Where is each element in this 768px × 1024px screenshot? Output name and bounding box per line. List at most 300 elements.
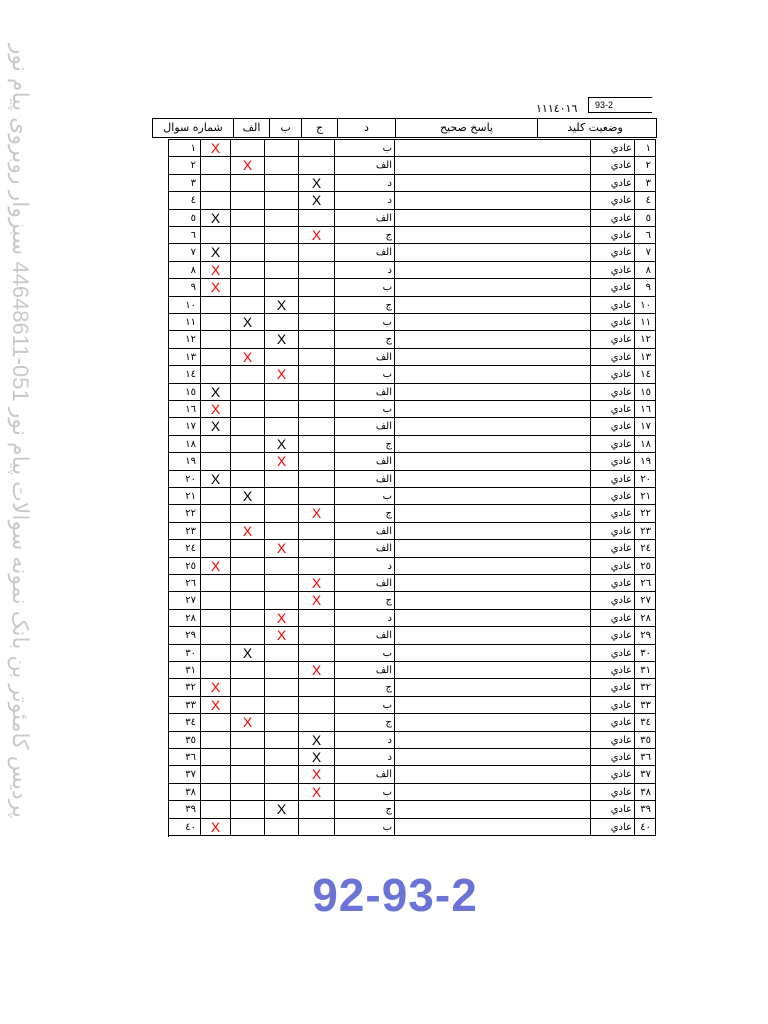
option-jim-cell bbox=[264, 349, 298, 366]
option-jim-cell bbox=[264, 227, 298, 244]
option-alef-cell bbox=[200, 175, 230, 192]
correct-answer: ب bbox=[334, 279, 394, 296]
option-jim-cell bbox=[264, 192, 298, 209]
blank-cell bbox=[394, 314, 590, 331]
key-status: عادي bbox=[590, 401, 634, 418]
option-be-cell bbox=[230, 244, 264, 261]
option-jim-cell bbox=[264, 592, 298, 609]
table-row bbox=[168, 505, 656, 522]
option-alef-cell bbox=[200, 662, 230, 679]
question-number: ۳۳ bbox=[168, 697, 200, 714]
question-number: ۲۷ bbox=[168, 592, 200, 609]
key-status: عادي bbox=[590, 297, 634, 314]
correct-answer: ج bbox=[334, 801, 394, 818]
key-status: عادي bbox=[590, 279, 634, 296]
option-be-cell bbox=[230, 192, 264, 209]
header-jim: ج bbox=[301, 119, 337, 137]
option-alef-cell bbox=[200, 714, 230, 731]
table-row bbox=[168, 610, 656, 627]
option-alef-cell bbox=[200, 627, 230, 644]
blank-cell bbox=[394, 175, 590, 192]
question-number: ۱۷ bbox=[168, 418, 200, 435]
option-alef-cell bbox=[200, 610, 230, 627]
correct-answer: ب bbox=[334, 314, 394, 331]
key-number: ٤۰ bbox=[634, 819, 656, 836]
answer-mark: X bbox=[242, 714, 253, 731]
option-jim-cell bbox=[264, 418, 298, 435]
option-dal-cell bbox=[298, 471, 334, 488]
blank-cell bbox=[394, 540, 590, 557]
option-jim-cell bbox=[264, 714, 298, 731]
question-number: ٤ bbox=[168, 192, 200, 209]
question-number: ٦ bbox=[168, 227, 200, 244]
serial-number: ۱۱۱٤۰۱٦ bbox=[536, 102, 578, 115]
option-alef-cell bbox=[200, 488, 230, 505]
correct-answer: د bbox=[334, 192, 394, 209]
correct-answer: الف bbox=[334, 349, 394, 366]
table-row bbox=[168, 140, 656, 157]
table-row bbox=[168, 418, 656, 435]
option-alef-cell bbox=[200, 505, 230, 522]
blank-cell bbox=[394, 714, 590, 731]
table-row bbox=[168, 453, 656, 470]
option-dal-cell bbox=[298, 227, 334, 244]
option-be-cell bbox=[230, 262, 264, 279]
answer-mark: X bbox=[311, 505, 322, 522]
table-row bbox=[168, 297, 656, 314]
table-row bbox=[168, 801, 656, 818]
blank-cell bbox=[394, 401, 590, 418]
option-dal-cell bbox=[298, 244, 334, 261]
option-alef-cell bbox=[200, 801, 230, 818]
key-number: ۱٥ bbox=[634, 384, 656, 401]
answer-mark: X bbox=[210, 140, 221, 156]
correct-answer: ج bbox=[334, 297, 394, 314]
table-row bbox=[168, 784, 656, 801]
table-row bbox=[168, 662, 656, 679]
table-row bbox=[168, 592, 656, 609]
key-status: عادي bbox=[590, 766, 634, 783]
question-number: ۱۳ bbox=[168, 349, 200, 366]
option-jim-cell bbox=[264, 175, 298, 192]
option-jim-cell bbox=[264, 662, 298, 679]
option-alef-cell bbox=[200, 645, 230, 662]
blank-cell bbox=[394, 505, 590, 522]
question-number: ۲٥ bbox=[168, 558, 200, 575]
question-number: ۱ bbox=[168, 140, 200, 157]
answer-mark: X bbox=[311, 192, 322, 209]
correct-answer: د bbox=[334, 558, 394, 575]
option-alef-cell bbox=[200, 331, 230, 348]
question-number: ۱۱ bbox=[168, 314, 200, 331]
option-alef-cell bbox=[200, 366, 230, 383]
question-number: ۷ bbox=[168, 244, 200, 261]
option-be-cell bbox=[230, 540, 264, 557]
option-be-cell bbox=[230, 558, 264, 575]
option-be-cell bbox=[230, 697, 264, 714]
key-number: ۳٥ bbox=[634, 732, 656, 749]
table-row bbox=[168, 540, 656, 557]
option-dal-cell bbox=[298, 714, 334, 731]
option-jim-cell bbox=[264, 784, 298, 801]
correct-answer: ب bbox=[334, 488, 394, 505]
blank-cell bbox=[394, 140, 590, 157]
key-status: عادي bbox=[590, 331, 634, 348]
option-alef-cell bbox=[200, 279, 230, 296]
blank-cell bbox=[394, 471, 590, 488]
key-number: ۱۸ bbox=[634, 436, 656, 453]
question-number: ۸ bbox=[168, 262, 200, 279]
option-jim-cell bbox=[264, 401, 298, 418]
blank-cell bbox=[394, 279, 590, 296]
blank-cell bbox=[394, 244, 590, 261]
key-status: عادي bbox=[590, 697, 634, 714]
option-be-cell bbox=[230, 714, 264, 731]
answer-mark: X bbox=[276, 609, 287, 626]
key-status: عادي bbox=[590, 157, 634, 174]
correct-answer: ج bbox=[334, 592, 394, 609]
question-number: ۱٥ bbox=[168, 384, 200, 401]
correct-answer: ب bbox=[334, 366, 394, 383]
answer-mark: X bbox=[276, 296, 287, 313]
answer-mark: X bbox=[276, 540, 287, 557]
question-number: ۳۰ bbox=[168, 645, 200, 662]
key-status: عادي bbox=[590, 540, 634, 557]
key-status: عادي bbox=[590, 453, 634, 470]
option-dal-cell bbox=[298, 140, 334, 157]
option-dal-cell bbox=[298, 523, 334, 540]
option-dal-cell bbox=[298, 366, 334, 383]
question-number: ۳۸ bbox=[168, 784, 200, 801]
option-dal-cell bbox=[298, 662, 334, 679]
answer-mark: X bbox=[210, 418, 221, 435]
answer-mark: X bbox=[242, 348, 253, 365]
correct-answer: الف bbox=[334, 418, 394, 435]
answer-mark: X bbox=[276, 453, 287, 470]
table-row bbox=[168, 244, 656, 261]
blank-cell bbox=[394, 488, 590, 505]
option-jim-cell bbox=[264, 244, 298, 261]
option-jim-cell bbox=[264, 297, 298, 314]
question-number: ۱۸ bbox=[168, 436, 200, 453]
blank-cell bbox=[394, 679, 590, 696]
option-alef-cell bbox=[200, 697, 230, 714]
option-be-cell bbox=[230, 662, 264, 679]
option-dal-cell bbox=[298, 314, 334, 331]
option-be-cell bbox=[230, 157, 264, 174]
option-jim-cell bbox=[264, 749, 298, 766]
option-dal-cell bbox=[298, 384, 334, 401]
answer-mark: X bbox=[242, 522, 253, 539]
key-status: عادي bbox=[590, 244, 634, 261]
option-jim-cell bbox=[264, 436, 298, 453]
answer-mark: X bbox=[311, 592, 322, 609]
option-jim-cell bbox=[264, 366, 298, 383]
key-status: عادي bbox=[590, 210, 634, 227]
correct-answer: ب bbox=[334, 784, 394, 801]
key-status: عادي bbox=[590, 819, 634, 836]
correct-answer: الف bbox=[334, 384, 394, 401]
option-be-cell bbox=[230, 436, 264, 453]
option-be-cell bbox=[230, 575, 264, 592]
option-be-cell bbox=[230, 297, 264, 314]
blank-cell bbox=[394, 575, 590, 592]
option-jim-cell bbox=[264, 766, 298, 783]
answer-mark: X bbox=[311, 662, 322, 678]
blank-cell bbox=[394, 366, 590, 383]
answer-mark: X bbox=[210, 470, 221, 487]
option-jim-cell bbox=[264, 488, 298, 505]
answer-mark: X bbox=[210, 557, 221, 574]
option-be-cell bbox=[230, 279, 264, 296]
question-number: ۳۹ bbox=[168, 801, 200, 818]
answer-mark: X bbox=[311, 575, 322, 591]
blank-cell bbox=[394, 349, 590, 366]
option-jim-cell bbox=[264, 523, 298, 540]
header-alef: الف bbox=[233, 119, 269, 137]
correct-answer: ب bbox=[334, 140, 394, 157]
answer-mark: X bbox=[311, 783, 322, 800]
blank-cell bbox=[394, 610, 590, 627]
option-alef-cell bbox=[200, 766, 230, 783]
table-row bbox=[168, 349, 656, 366]
option-dal-cell bbox=[298, 418, 334, 435]
blank-cell bbox=[394, 784, 590, 801]
option-dal-cell bbox=[298, 453, 334, 470]
option-jim-cell bbox=[264, 262, 298, 279]
correct-answer: الف bbox=[334, 540, 394, 557]
answer-mark: X bbox=[311, 227, 322, 243]
key-status: عادي bbox=[590, 801, 634, 818]
correct-answer: الف bbox=[334, 627, 394, 644]
table-row bbox=[168, 627, 656, 644]
question-number: ۳٥ bbox=[168, 732, 200, 749]
table-row bbox=[168, 314, 656, 331]
correct-answer: الف bbox=[334, 575, 394, 592]
option-dal-cell bbox=[298, 436, 334, 453]
blank-cell bbox=[394, 592, 590, 609]
option-be-cell bbox=[230, 471, 264, 488]
option-be-cell bbox=[230, 784, 264, 801]
table-row bbox=[168, 766, 656, 783]
exam-code-box: 93-2 bbox=[588, 97, 652, 113]
question-number: ۳۲ bbox=[168, 679, 200, 696]
option-alef-cell bbox=[200, 749, 230, 766]
key-number: ٤ bbox=[634, 192, 656, 209]
option-jim-cell bbox=[264, 645, 298, 662]
option-alef-cell bbox=[200, 262, 230, 279]
option-jim-cell bbox=[264, 453, 298, 470]
option-alef-cell bbox=[200, 558, 230, 575]
question-number: ۲۸ bbox=[168, 610, 200, 627]
table-row bbox=[168, 558, 656, 575]
answer-mark: X bbox=[210, 679, 221, 696]
table-header bbox=[152, 118, 657, 138]
option-jim-cell bbox=[264, 279, 298, 296]
option-alef-cell bbox=[200, 244, 230, 261]
option-jim-cell bbox=[264, 210, 298, 227]
option-be-cell bbox=[230, 523, 264, 540]
option-dal-cell bbox=[298, 801, 334, 818]
option-alef-cell bbox=[200, 401, 230, 418]
answer-mark: X bbox=[242, 314, 253, 330]
option-jim-cell bbox=[264, 679, 298, 696]
question-number: ۳٤ bbox=[168, 714, 200, 731]
answer-mark: X bbox=[210, 244, 221, 261]
option-dal-cell bbox=[298, 645, 334, 662]
key-status: عادي bbox=[590, 679, 634, 696]
option-alef-cell bbox=[200, 140, 230, 157]
option-alef-cell bbox=[200, 297, 230, 314]
option-jim-cell bbox=[264, 801, 298, 818]
key-number: ٥ bbox=[634, 210, 656, 227]
option-alef-cell bbox=[200, 314, 230, 331]
blank-cell bbox=[394, 453, 590, 470]
key-status: عادي bbox=[590, 418, 634, 435]
table-row bbox=[168, 157, 656, 174]
correct-answer: د bbox=[334, 262, 394, 279]
answer-mark: X bbox=[276, 366, 287, 383]
answer-mark: X bbox=[276, 435, 287, 452]
key-status: عادي bbox=[590, 662, 634, 679]
correct-answer: الف bbox=[334, 523, 394, 540]
key-number: ۳۳ bbox=[634, 697, 656, 714]
key-number: ۲۷ bbox=[634, 592, 656, 609]
option-be-cell bbox=[230, 314, 264, 331]
key-number: ۳۹ bbox=[634, 801, 656, 818]
answer-mark: X bbox=[210, 261, 221, 278]
question-number: ۹ bbox=[168, 279, 200, 296]
answer-table bbox=[168, 140, 656, 837]
key-status: عادي bbox=[590, 575, 634, 592]
question-number: ٤۰ bbox=[168, 819, 200, 836]
key-number: ۷ bbox=[634, 244, 656, 261]
correct-answer: د bbox=[334, 749, 394, 766]
key-status: عادي bbox=[590, 140, 634, 157]
question-number: ۳۷ bbox=[168, 766, 200, 783]
option-jim-cell bbox=[264, 819, 298, 836]
question-number: ۲۳ bbox=[168, 523, 200, 540]
blank-cell bbox=[394, 749, 590, 766]
option-dal-cell bbox=[298, 732, 334, 749]
blank-cell bbox=[394, 819, 590, 836]
option-dal-cell bbox=[298, 210, 334, 227]
option-be-cell bbox=[230, 175, 264, 192]
table-row bbox=[168, 227, 656, 244]
option-dal-cell bbox=[298, 331, 334, 348]
table-row bbox=[168, 645, 656, 662]
correct-answer: ب bbox=[334, 819, 394, 836]
answer-mark: X bbox=[210, 401, 221, 417]
question-number: ۲٦ bbox=[168, 575, 200, 592]
watermark-text: پردیس کامئوتر بن بانک نمونه سوالات پیام نور 051-44648611 سبزوار روبروی پیام نور bbox=[8, 43, 33, 818]
correct-answer: ج bbox=[334, 227, 394, 244]
option-be-cell bbox=[230, 505, 264, 522]
key-number: ۲۹ bbox=[634, 627, 656, 644]
key-status: عادي bbox=[590, 436, 634, 453]
key-status: عادي bbox=[590, 175, 634, 192]
option-alef-cell bbox=[200, 349, 230, 366]
table-row bbox=[168, 714, 656, 731]
table-row bbox=[168, 732, 656, 749]
table-row bbox=[168, 488, 656, 505]
option-be-cell bbox=[230, 384, 264, 401]
question-number: ۳۱ bbox=[168, 662, 200, 679]
table-row bbox=[168, 331, 656, 348]
key-status: عادي bbox=[590, 488, 634, 505]
option-alef-cell bbox=[200, 523, 230, 540]
option-jim-cell bbox=[264, 157, 298, 174]
option-dal-cell bbox=[298, 279, 334, 296]
table-row bbox=[168, 210, 656, 227]
blank-cell bbox=[394, 418, 590, 435]
correct-answer: ج bbox=[334, 714, 394, 731]
option-jim-cell bbox=[264, 314, 298, 331]
answer-mark: X bbox=[311, 174, 322, 191]
blank-cell bbox=[394, 157, 590, 174]
key-number: ۲٤ bbox=[634, 540, 656, 557]
blank-cell bbox=[394, 662, 590, 679]
key-number: ۹ bbox=[634, 279, 656, 296]
key-number: ۳٤ bbox=[634, 714, 656, 731]
option-dal-cell bbox=[298, 697, 334, 714]
table-row bbox=[168, 749, 656, 766]
blank-cell bbox=[394, 210, 590, 227]
option-jim-cell bbox=[264, 697, 298, 714]
option-jim-cell bbox=[264, 384, 298, 401]
option-be-cell bbox=[230, 679, 264, 696]
option-jim-cell bbox=[264, 558, 298, 575]
question-number: ۱٤ bbox=[168, 366, 200, 383]
key-status: عادي bbox=[590, 192, 634, 209]
correct-answer: الف bbox=[334, 471, 394, 488]
option-dal-cell bbox=[298, 349, 334, 366]
key-status: عادي bbox=[590, 592, 634, 609]
key-number: ۱۲ bbox=[634, 331, 656, 348]
correct-answer: ب bbox=[334, 401, 394, 418]
table-row bbox=[168, 192, 656, 209]
correct-answer: ج bbox=[334, 331, 394, 348]
key-status: عادي bbox=[590, 558, 634, 575]
key-status: عادي bbox=[590, 471, 634, 488]
footer-exam-code: 92-93-2 bbox=[312, 869, 478, 921]
key-number: ۳۷ bbox=[634, 766, 656, 783]
question-number: ۲٤ bbox=[168, 540, 200, 557]
blank-cell bbox=[394, 645, 590, 662]
correct-answer: د bbox=[334, 175, 394, 192]
question-number: ۲۲ bbox=[168, 505, 200, 522]
key-status: عادي bbox=[590, 384, 634, 401]
correct-answer: د bbox=[334, 610, 394, 627]
option-be-cell bbox=[230, 210, 264, 227]
option-be-cell bbox=[230, 819, 264, 836]
table-row bbox=[168, 679, 656, 696]
correct-answer: الف bbox=[334, 210, 394, 227]
key-status: عادي bbox=[590, 627, 634, 644]
key-number: ۳۰ bbox=[634, 645, 656, 662]
blank-cell bbox=[394, 558, 590, 575]
option-alef-cell bbox=[200, 819, 230, 836]
option-alef-cell bbox=[200, 227, 230, 244]
option-dal-cell bbox=[298, 766, 334, 783]
option-dal-cell bbox=[298, 192, 334, 209]
option-be-cell bbox=[230, 140, 264, 157]
option-be-cell bbox=[230, 418, 264, 435]
table-row bbox=[168, 262, 656, 279]
key-number: ۱۹ bbox=[634, 453, 656, 470]
option-dal-cell bbox=[298, 401, 334, 418]
option-alef-cell bbox=[200, 540, 230, 557]
